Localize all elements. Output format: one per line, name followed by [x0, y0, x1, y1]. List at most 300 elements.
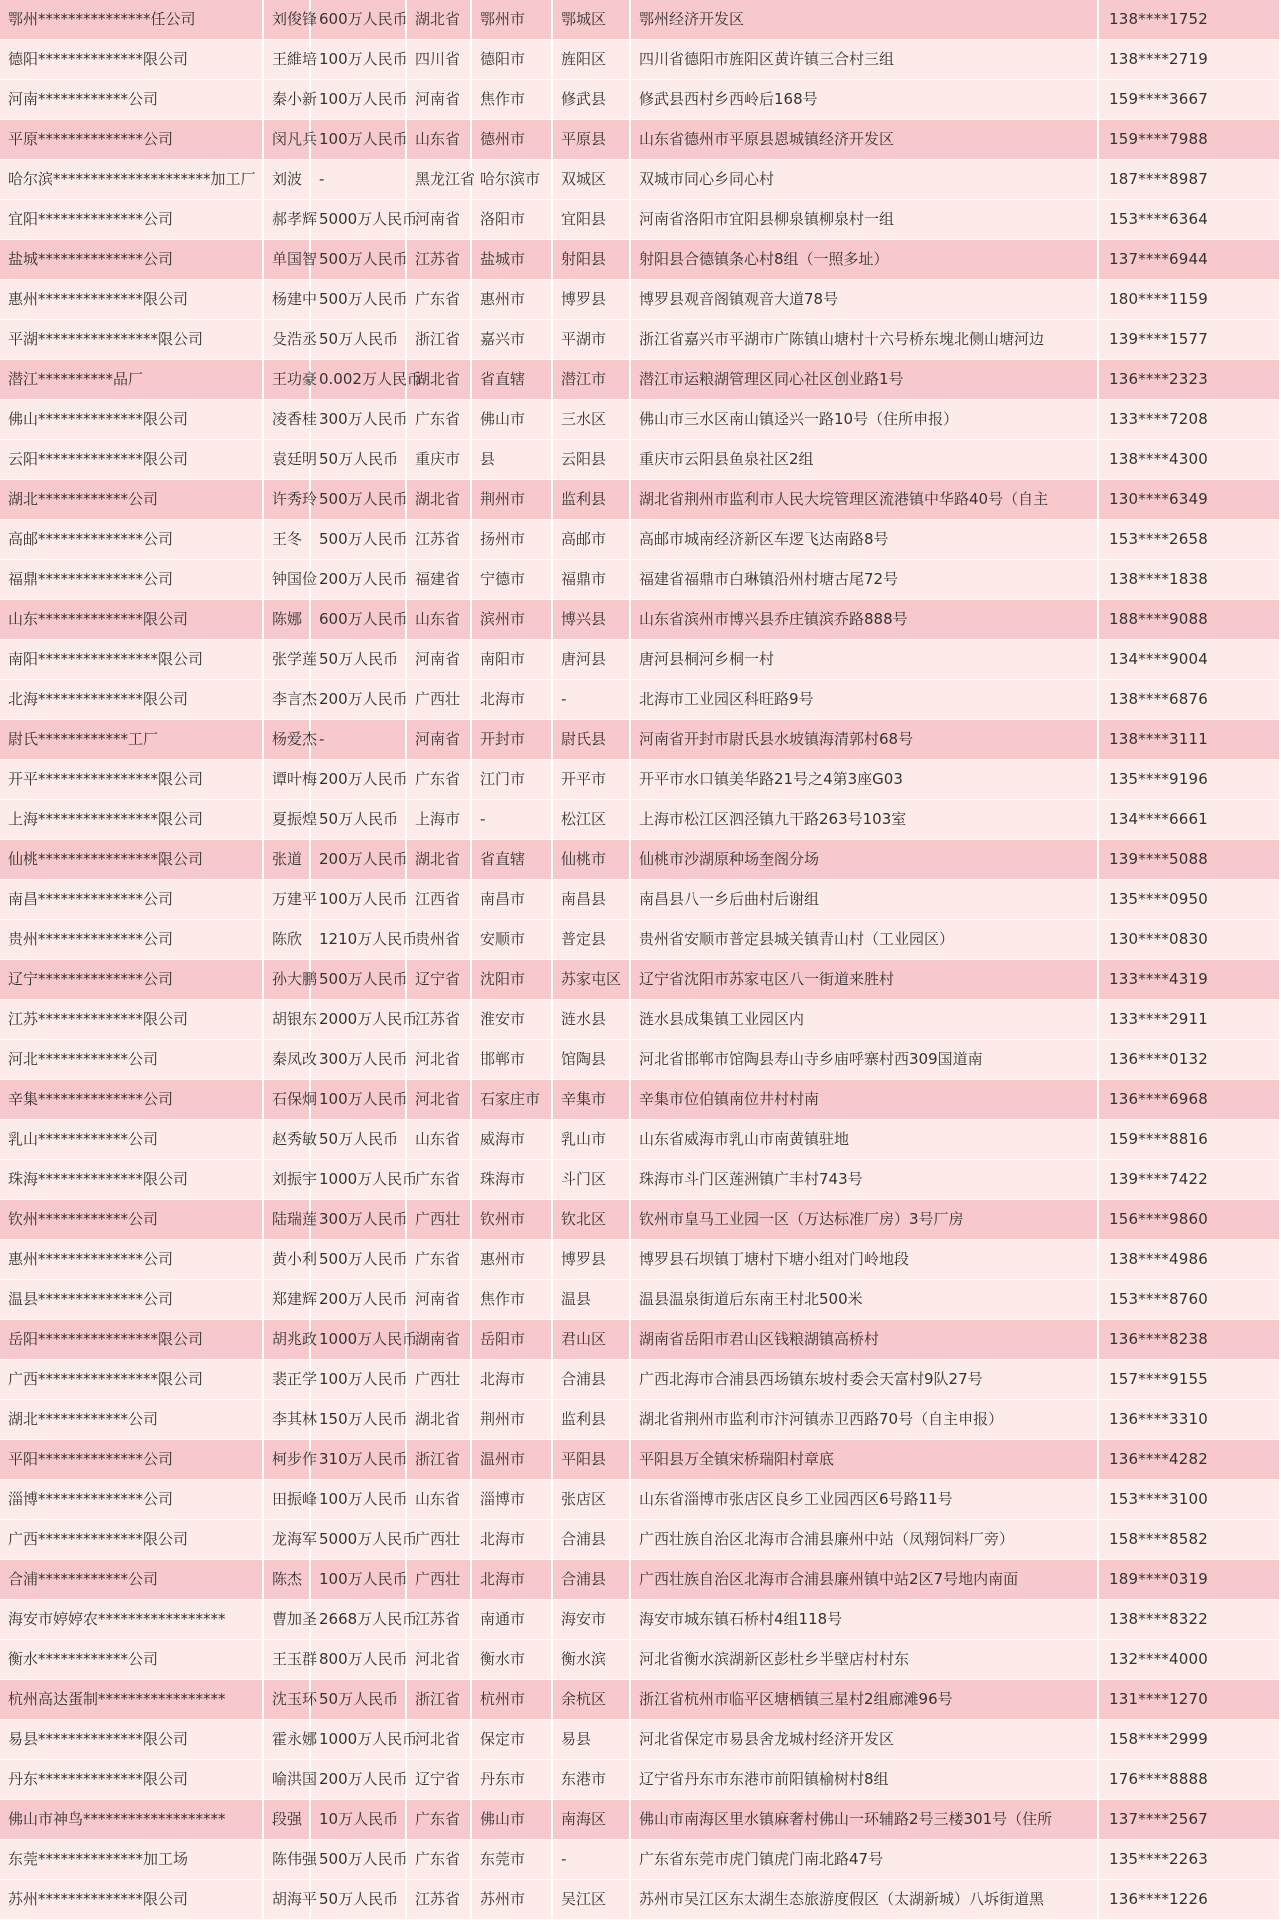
district-cell: 普定县: [552, 920, 630, 960]
city-cell: 钦州市: [471, 1200, 552, 1240]
person-cell: 龙海军: [263, 1520, 310, 1560]
district-cell: 钦北区: [552, 1200, 630, 1240]
city-cell: 嘉兴市: [471, 320, 552, 360]
company-cell: 福鼎**************公司: [0, 560, 263, 600]
address-cell: 佛山市南海区里水镇麻奢村佛山一环辅路2号三楼301号（住所: [630, 1800, 1098, 1840]
province-cell: 河北省: [406, 1720, 471, 1760]
province-cell: 广东省: [406, 760, 471, 800]
company-cell: 钦州************公司: [0, 1200, 263, 1240]
person-cell: 秦小新: [263, 80, 310, 120]
address-cell: 广东省东莞市虎门镇虎门南北路47号: [630, 1840, 1098, 1880]
province-cell: 江苏省: [406, 1880, 471, 1920]
company-cell: 辽宁**************公司: [0, 960, 263, 1000]
address-cell: 四川省德阳市旌阳区黄许镇三合村三组: [630, 40, 1098, 80]
province-cell: 江苏省: [406, 520, 471, 560]
city-cell: 北海市: [471, 1360, 552, 1400]
capital-cell: 500万人民币: [310, 280, 406, 320]
city-cell: 盐城市: [471, 240, 552, 280]
address-cell: 湖北省荆州市监利市汴河镇赤卫西路70号（自主申报）: [630, 1400, 1098, 1440]
person-cell: 黄小利: [263, 1240, 310, 1280]
province-cell: 广西壮: [406, 1560, 471, 1600]
phone-cell: 159****8816: [1098, 1120, 1280, 1160]
person-cell: 王維培: [263, 40, 310, 80]
company-cell: 开平****************限公司: [0, 760, 263, 800]
person-cell: 李其林: [263, 1400, 310, 1440]
phone-cell: 158****2999: [1098, 1720, 1280, 1760]
district-cell: 南海区: [552, 1800, 630, 1840]
table-row: [0, 1520, 1280, 1560]
capital-cell: 500万人民币: [310, 1240, 406, 1280]
district-cell: 唐河县: [552, 640, 630, 680]
capital-cell: 100万人民币: [310, 80, 406, 120]
phone-cell: 135****0950: [1098, 880, 1280, 920]
province-cell: 辽宁省: [406, 960, 471, 1000]
capital-cell: 300万人民币: [310, 1200, 406, 1240]
table-row: [0, 320, 1280, 360]
capital-cell: 10万人民币: [310, 1800, 406, 1840]
phone-cell: 138****2719: [1098, 40, 1280, 80]
address-cell: 浙江省嘉兴市平湖市广陈镇山塘村十六号桥东塊北侧山塘河边: [630, 320, 1098, 360]
province-cell: 浙江省: [406, 1680, 471, 1720]
province-cell: 河南省: [406, 200, 471, 240]
address-cell: 福建省福鼎市白琳镇沿州村塘古尾72号: [630, 560, 1098, 600]
company-cell: 尉氏************工厂: [0, 720, 263, 760]
district-cell: 松江区: [552, 800, 630, 840]
company-cell: 惠州**************限公司: [0, 280, 263, 320]
person-cell: 王玉群: [263, 1640, 310, 1680]
person-cell: 夏振煌: [263, 800, 310, 840]
person-cell: 霍永娜: [263, 1720, 310, 1760]
phone-cell: 133****7208: [1098, 400, 1280, 440]
city-cell: 鄂州市: [471, 0, 552, 40]
table-row: [0, 720, 1280, 760]
company-cell: 岳阳****************限公司: [0, 1320, 263, 1360]
district-cell: 东港市: [552, 1760, 630, 1800]
district-cell: 南昌县: [552, 880, 630, 920]
province-cell: 江西省: [406, 880, 471, 920]
table-row: [0, 600, 1280, 640]
table-row: [0, 1280, 1280, 1320]
city-cell: 南昌市: [471, 880, 552, 920]
province-cell: 广东省: [406, 280, 471, 320]
phone-cell: 139****7422: [1098, 1160, 1280, 1200]
city-cell: 佛山市: [471, 400, 552, 440]
address-cell: 钦州市皇马工业园一区（万达标准厂房）3号厂房: [630, 1200, 1098, 1240]
address-cell: 河北省保定市易县舍龙城村经济开发区: [630, 1720, 1098, 1760]
company-cell: 佛山市神鸟*******************: [0, 1800, 263, 1840]
company-cell: 东莞**************加工场: [0, 1840, 263, 1880]
person-cell: 王功豪: [263, 360, 310, 400]
district-cell: 平原县: [552, 120, 630, 160]
district-cell: 修武县: [552, 80, 630, 120]
address-cell: 广西壮族自治区北海市合浦县廉州镇中站2区7号地内南面: [630, 1560, 1098, 1600]
table-row: [0, 480, 1280, 520]
table-row: [0, 680, 1280, 720]
phone-cell: 131****1270: [1098, 1680, 1280, 1720]
table-row: [0, 160, 1280, 200]
city-cell: 焦作市: [471, 1280, 552, 1320]
address-cell: 苏州市吴江区东太湖生态旅游度假区（太湖新城）八坼街道黑: [630, 1880, 1098, 1920]
address-cell: 河南省开封市尉氏县水坡镇海清郭村68号: [630, 720, 1098, 760]
table-row: [0, 800, 1280, 840]
province-cell: 黑龙江省: [406, 160, 471, 200]
person-cell: 张学莲: [263, 640, 310, 680]
city-cell: 苏州市: [471, 1880, 552, 1920]
phone-cell: 176****8888: [1098, 1760, 1280, 1800]
table-row: [0, 1640, 1280, 1680]
address-cell: 开平市水口镇美华路21号之4第3座G03: [630, 760, 1098, 800]
person-cell: 闵凡兵: [263, 120, 310, 160]
capital-cell: 100万人民币: [310, 1080, 406, 1120]
table-row: [0, 880, 1280, 920]
phone-cell: 153****8760: [1098, 1280, 1280, 1320]
capital-cell: 0.002万人民币: [310, 360, 406, 400]
table-row: [0, 920, 1280, 960]
capital-cell: 1210万人民币: [310, 920, 406, 960]
table-row: [0, 360, 1280, 400]
capital-cell: 500万人民币: [310, 960, 406, 1000]
person-cell: 万建平: [263, 880, 310, 920]
province-cell: 上海市: [406, 800, 471, 840]
city-cell: 东莞市: [471, 1840, 552, 1880]
table-row: [0, 1320, 1280, 1360]
table-row: [0, 80, 1280, 120]
company-cell: 湖北************公司: [0, 480, 263, 520]
address-cell: 海安市城东镇石桥村4组118号: [630, 1600, 1098, 1640]
city-cell: 南通市: [471, 1600, 552, 1640]
company-cell: 平湖****************限公司: [0, 320, 263, 360]
province-cell: 湖北省: [406, 0, 471, 40]
capital-cell: 300万人民币: [310, 1040, 406, 1080]
address-cell: 博罗县观音阁镇观音大道78号: [630, 280, 1098, 320]
company-cell: 易县**************限公司: [0, 1720, 263, 1760]
address-cell: 珠海市斗门区莲洲镇广丰村743号: [630, 1160, 1098, 1200]
capital-cell: 200万人民币: [310, 840, 406, 880]
province-cell: 河北省: [406, 1040, 471, 1080]
province-cell: 贵州省: [406, 920, 471, 960]
address-cell: 山东省德州市平原县恩城镇经济开发区: [630, 120, 1098, 160]
person-cell: 沈玉环: [263, 1680, 310, 1720]
capital-cell: 50万人民币: [310, 800, 406, 840]
company-cell: 佛山**************限公司: [0, 400, 263, 440]
table-row: [0, 1600, 1280, 1640]
district-cell: 余杭区: [552, 1680, 630, 1720]
city-cell: 岳阳市: [471, 1320, 552, 1360]
table-row: [0, 280, 1280, 320]
district-cell: 斗门区: [552, 1160, 630, 1200]
province-cell: 广东省: [406, 1160, 471, 1200]
capital-cell: 500万人民币: [310, 1840, 406, 1880]
phone-cell: 138****3111: [1098, 720, 1280, 760]
district-cell: 仙桃市: [552, 840, 630, 880]
capital-cell: 100万人民币: [310, 1360, 406, 1400]
province-cell: 河南省: [406, 720, 471, 760]
province-cell: 广东省: [406, 400, 471, 440]
city-cell: 荆州市: [471, 480, 552, 520]
district-cell: 涟水县: [552, 1000, 630, 1040]
capital-cell: 50万人民币: [310, 1120, 406, 1160]
city-cell: 安顺市: [471, 920, 552, 960]
district-cell: 衡水滨: [552, 1640, 630, 1680]
district-cell: 博罗县: [552, 1240, 630, 1280]
table-row: [0, 1400, 1280, 1440]
city-cell: 珠海市: [471, 1160, 552, 1200]
address-cell: 贵州省安顺市普定县城关镇青山村（工业园区）: [630, 920, 1098, 960]
company-cell: 珠海**************限公司: [0, 1160, 263, 1200]
district-cell: 馆陶县: [552, 1040, 630, 1080]
table-row: [0, 1080, 1280, 1120]
person-cell: 曹加圣: [263, 1600, 310, 1640]
capital-cell: 2668万人民币: [310, 1600, 406, 1640]
province-cell: 广西壮: [406, 1360, 471, 1400]
phone-cell: 136****2323: [1098, 360, 1280, 400]
city-cell: 北海市: [471, 1560, 552, 1600]
company-cell: 平阳**************公司: [0, 1440, 263, 1480]
district-cell: 高邮市: [552, 520, 630, 560]
phone-cell: 136****1226: [1098, 1880, 1280, 1920]
person-cell: 郝孝辉: [263, 200, 310, 240]
table-row: [0, 1880, 1280, 1920]
table-row: [0, 120, 1280, 160]
table-row: [0, 1160, 1280, 1200]
table-row: [0, 560, 1280, 600]
province-cell: 江苏省: [406, 240, 471, 280]
province-cell: 广东省: [406, 1800, 471, 1840]
capital-cell: 50万人民币: [310, 640, 406, 680]
company-cell: 平原**************公司: [0, 120, 263, 160]
capital-cell: 200万人民币: [310, 1280, 406, 1320]
table-row: [0, 1120, 1280, 1160]
table-row: [0, 520, 1280, 560]
city-cell: 佛山市: [471, 1800, 552, 1840]
district-cell: 平阳县: [552, 1440, 630, 1480]
city-cell: 焦作市: [471, 80, 552, 120]
city-cell: 淄博市: [471, 1480, 552, 1520]
city-cell: 保定市: [471, 1720, 552, 1760]
company-cell: 苏州**************限公司: [0, 1880, 263, 1920]
district-cell: 开平市: [552, 760, 630, 800]
capital-cell: 150万人民币: [310, 1400, 406, 1440]
city-cell: -: [471, 800, 552, 840]
person-cell: 殳浩丞: [263, 320, 310, 360]
city-cell: 省直辖: [471, 360, 552, 400]
person-cell: 陆瑞莲: [263, 1200, 310, 1240]
phone-cell: 138****6876: [1098, 680, 1280, 720]
company-cell: 淄博**************公司: [0, 1480, 263, 1520]
district-cell: 宜阳县: [552, 200, 630, 240]
phone-cell: 157****9155: [1098, 1360, 1280, 1400]
city-cell: 衡水市: [471, 1640, 552, 1680]
capital-cell: 100万人民币: [310, 1480, 406, 1520]
person-cell: 张道: [263, 840, 310, 880]
person-cell: 陈欣: [263, 920, 310, 960]
city-cell: 北海市: [471, 680, 552, 720]
city-cell: 德州市: [471, 120, 552, 160]
address-cell: 河北省邯郸市馆陶县寿山寺乡庙呼寨村西309国道南: [630, 1040, 1098, 1080]
province-cell: 河北省: [406, 1640, 471, 1680]
city-cell: 江门市: [471, 760, 552, 800]
capital-cell: 50万人民币: [310, 1880, 406, 1920]
district-cell: 合浦县: [552, 1360, 630, 1400]
person-cell: 柯步作: [263, 1440, 310, 1480]
city-cell: 县: [471, 440, 552, 480]
table-row: [0, 1560, 1280, 1600]
capital-cell: 50万人民币: [310, 320, 406, 360]
city-cell: 沈阳市: [471, 960, 552, 1000]
district-cell: 平湖市: [552, 320, 630, 360]
phone-cell: 180****1159: [1098, 280, 1280, 320]
district-cell: 尉氏县: [552, 720, 630, 760]
phone-cell: 153****2658: [1098, 520, 1280, 560]
capital-cell: 500万人民币: [310, 480, 406, 520]
address-cell: 河北省衡水滨湖新区彭杜乡半壁店村村东: [630, 1640, 1098, 1680]
phone-cell: 139****1577: [1098, 320, 1280, 360]
capital-cell: 50万人民币: [310, 1680, 406, 1720]
province-cell: 江苏省: [406, 1600, 471, 1640]
capital-cell: 200万人民币: [310, 560, 406, 600]
province-cell: 江苏省: [406, 1000, 471, 1040]
district-cell: 监利县: [552, 1400, 630, 1440]
capital-cell: 600万人民币: [310, 0, 406, 40]
phone-cell: 187****8987: [1098, 160, 1280, 200]
city-cell: 石家庄市: [471, 1080, 552, 1120]
person-cell: 许秀玲: [263, 480, 310, 520]
address-cell: 涟水县成集镇工业园区内: [630, 1000, 1098, 1040]
person-cell: 单国智: [263, 240, 310, 280]
address-cell: 重庆市云阳县鱼泉社区2组: [630, 440, 1098, 480]
district-cell: 鄂城区: [552, 0, 630, 40]
phone-cell: 133****2911: [1098, 1000, 1280, 1040]
phone-cell: 137****2567: [1098, 1800, 1280, 1840]
address-cell: 浙江省杭州市临平区塘栖镇三星村2组廊滩96号: [630, 1680, 1098, 1720]
address-cell: 湖南省岳阳市君山区钱粮湖镇高桥村: [630, 1320, 1098, 1360]
province-cell: 山东省: [406, 1480, 471, 1520]
province-cell: 湖北省: [406, 840, 471, 880]
phone-cell: 153****3100: [1098, 1480, 1280, 1520]
phone-cell: 130****6349: [1098, 480, 1280, 520]
phone-cell: 189****0319: [1098, 1560, 1280, 1600]
district-cell: 监利县: [552, 480, 630, 520]
address-cell: 博罗县石坝镇丁塘村下塘小组对门岭地段: [630, 1240, 1098, 1280]
person-cell: 段强: [263, 1800, 310, 1840]
city-cell: 省直辖: [471, 840, 552, 880]
province-cell: 浙江省: [406, 320, 471, 360]
table-row: [0, 1800, 1280, 1840]
capital-cell: 5000万人民币: [310, 200, 406, 240]
person-cell: 王冬: [263, 520, 310, 560]
address-cell: 湖北省荆州市监利市人民大垸管理区流港镇中华路40号（自主: [630, 480, 1098, 520]
table-row: [0, 1760, 1280, 1800]
address-cell: 南昌县八一乡后曲村后谢组: [630, 880, 1098, 920]
phone-cell: 135****9196: [1098, 760, 1280, 800]
capital-cell: 100万人民币: [310, 880, 406, 920]
province-cell: 重庆市: [406, 440, 471, 480]
capital-cell: 500万人民币: [310, 520, 406, 560]
person-cell: 杨爱杰: [263, 720, 310, 760]
phone-cell: 159****7988: [1098, 120, 1280, 160]
capital-cell: 1000万人民币: [310, 1720, 406, 1760]
company-cell: 河北************公司: [0, 1040, 263, 1080]
table-row: [0, 1240, 1280, 1280]
address-cell: 射阳县合德镇条心村8组（一照多址）: [630, 240, 1098, 280]
city-cell: 惠州市: [471, 280, 552, 320]
person-cell: 谭叶梅: [263, 760, 310, 800]
phone-cell: 136****3310: [1098, 1400, 1280, 1440]
table-row: [0, 400, 1280, 440]
province-cell: 山东省: [406, 120, 471, 160]
district-cell: 博罗县: [552, 280, 630, 320]
district-cell: 博兴县: [552, 600, 630, 640]
city-cell: 杭州市: [471, 1680, 552, 1720]
address-cell: 辽宁省沈阳市苏家屯区八一街道来胜村: [630, 960, 1098, 1000]
person-cell: 胡海平: [263, 1880, 310, 1920]
address-cell: 山东省淄博市张店区良乡工业园西区6号路11号: [630, 1480, 1098, 1520]
address-cell: 广西北海市合浦县西场镇东坡村委会天富村9队27号: [630, 1360, 1098, 1400]
district-cell: 温县: [552, 1280, 630, 1320]
company-cell: 辛集**************公司: [0, 1080, 263, 1120]
company-cell: 贵州**************公司: [0, 920, 263, 960]
address-cell: 河南省洛阳市宜阳县柳泉镇柳泉村一组: [630, 200, 1098, 240]
province-cell: 广西壮: [406, 1200, 471, 1240]
capital-cell: 1000万人民币: [310, 1320, 406, 1360]
table-row: [0, 1000, 1280, 1040]
table-row: [0, 640, 1280, 680]
capital-cell: 600万人民币: [310, 600, 406, 640]
phone-cell: 136****6968: [1098, 1080, 1280, 1120]
company-cell: 湖北************公司: [0, 1400, 263, 1440]
address-cell: 平阳县万全镇宋桥瑞阳村章底: [630, 1440, 1098, 1480]
table-row: [0, 1200, 1280, 1240]
district-cell: 海安市: [552, 1600, 630, 1640]
company-cell: 高邮**************公司: [0, 520, 263, 560]
company-cell: 惠州**************公司: [0, 1240, 263, 1280]
district-cell: 合浦县: [552, 1560, 630, 1600]
company-cell: 广西****************限公司: [0, 1360, 263, 1400]
capital-cell: 500万人民币: [310, 240, 406, 280]
address-cell: 仙桃市沙湖原种场奎阁分场: [630, 840, 1098, 880]
province-cell: 河南省: [406, 1280, 471, 1320]
table-row: [0, 200, 1280, 240]
province-cell: 湖南省: [406, 1320, 471, 1360]
company-cell: 杭州高达蛋制*****************: [0, 1680, 263, 1720]
company-cell: 乳山************公司: [0, 1120, 263, 1160]
province-cell: 广西壮: [406, 680, 471, 720]
district-cell: 苏家屯区: [552, 960, 630, 1000]
phone-cell: 153****6364: [1098, 200, 1280, 240]
address-cell: 温县温泉街道后东南王村北500米: [630, 1280, 1098, 1320]
province-cell: 辽宁省: [406, 1760, 471, 1800]
address-cell: 高邮市城南经济新区车逻飞达南路8号: [630, 520, 1098, 560]
address-cell: 北海市工业园区科旺路9号: [630, 680, 1098, 720]
district-cell: 吴江区: [552, 1880, 630, 1920]
capital-cell: 800万人民币: [310, 1640, 406, 1680]
company-cell: 鄂州***************任公司: [0, 0, 263, 40]
person-cell: 凌香桂: [263, 400, 310, 440]
phone-cell: 134****9004: [1098, 640, 1280, 680]
district-cell: 君山区: [552, 1320, 630, 1360]
phone-cell: 136****4282: [1098, 1440, 1280, 1480]
address-cell: 双城市同心乡同心村: [630, 160, 1098, 200]
capital-cell: -: [310, 160, 406, 200]
district-cell: 旌阳区: [552, 40, 630, 80]
city-cell: 宁德市: [471, 560, 552, 600]
table-row: [0, 760, 1280, 800]
city-cell: 丹东市: [471, 1760, 552, 1800]
address-cell: 山东省滨州市博兴县乔庄镇滨乔路888号: [630, 600, 1098, 640]
district-cell: 三水区: [552, 400, 630, 440]
address-cell: 潜江市运粮湖管理区同心社区创业路1号: [630, 360, 1098, 400]
person-cell: 孙大鹏: [263, 960, 310, 1000]
